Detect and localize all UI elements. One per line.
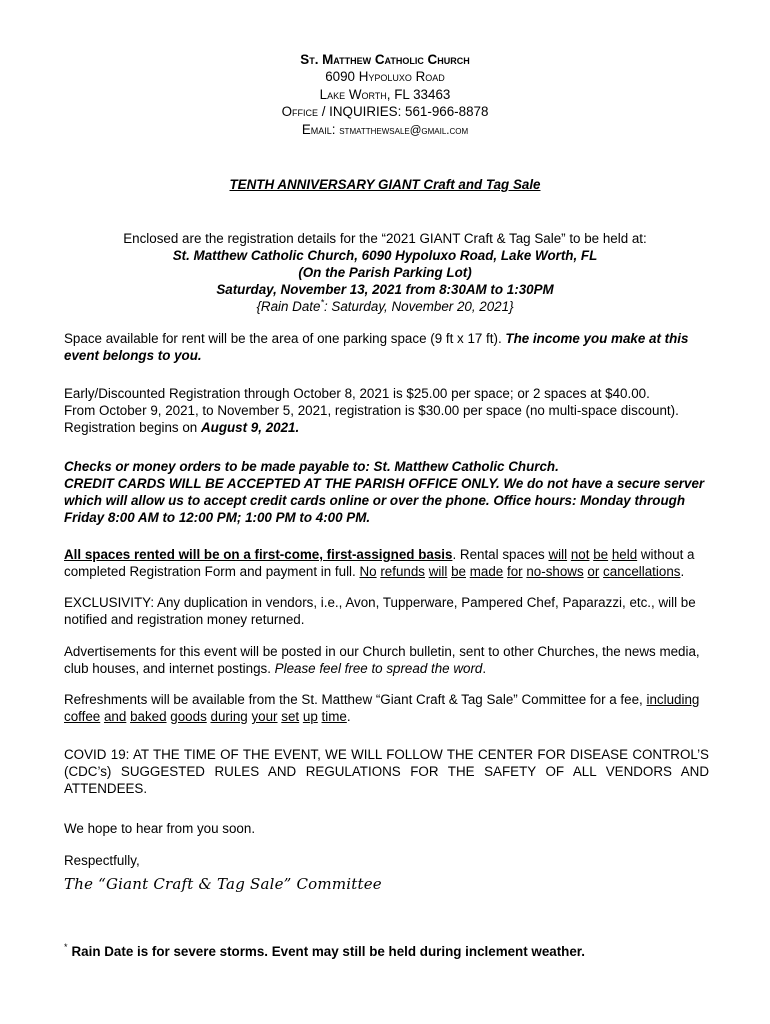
email-line — [0, 121, 770, 140]
ads-end: . — [482, 661, 487, 676]
first-come-word: or — [587, 564, 600, 579]
refreshments-word: baked — [130, 709, 167, 724]
first-come-word: be — [593, 547, 609, 562]
event-date: Saturday, November 13, 2021 from 8:30AM to 1:30PM — [216, 282, 554, 297]
event-location: St. Matthew Catholic Church, 6090 Hypoluxo Road, Lake Worth, FL — [172, 248, 598, 263]
pricing-line-2: From October 9, 2021, to November 5, 2021, registration is $30.00 per space (no multi-space discount). — [64, 403, 679, 418]
first-come-word: for — [506, 564, 523, 579]
first-come-word: No — [359, 564, 377, 579]
ads-text: Advertisements for this event will be posted in our Church bulletin, sent to other Churches, the news media, club houses, and internet postings. — [64, 644, 700, 676]
page-title: TENTH ANNIVERSARY GIANT Craft and Tag Sale — [229, 177, 541, 192]
first-come-end: . — [680, 564, 685, 579]
footnote — [64, 943, 585, 960]
first-come-word: will — [428, 564, 448, 579]
pricing-line-1: Early/Discounted Registration through October 8, 2021 is $25.00 per space; or 2 spaces at $40.00. — [64, 386, 650, 401]
registration-begins-date: August 9, 2021. — [200, 420, 300, 435]
first-come-word: no-shows — [526, 564, 584, 579]
exclusivity-paragraph: EXCLUSIVITY: Any duplication in vendors, i.e., Avon, Tupperware, Pampered Chef, Paparazzi, etc., will be notified and registration money returned. — [64, 595, 696, 627]
refreshments-word: time — [321, 709, 347, 724]
rain-date-value: : Saturday, November 20, 2021} — [323, 299, 514, 314]
first-come-word: made — [469, 564, 504, 579]
refreshments-word: your — [251, 709, 278, 724]
refreshments-word: goods — [170, 709, 207, 724]
event-details — [0, 230, 770, 315]
covid-paragraph: COVID 19: AT THE TIME OF THE EVENT, WE WILL FOLLOW THE CENTER FOR DISEASE CONTROL’S (CDC’s) SUGGESTED RULES AND REGULATIONS FOR THE SAFETY OF ALL VENDORS AND ATTENDEES. — [64, 747, 709, 796]
first-come-word: be — [451, 564, 466, 579]
first-come-word: not — [570, 547, 590, 562]
first-come-paragraph — [64, 546, 709, 580]
payment-credit-cards: CREDIT CARDS WILL BE ACCEPTED AT THE PARISH OFFICE ONLY. We do not have a secure server which will allow us to accept credit cards online or over the phone. Office hours: Monday through Friday 8:00 AM to 12:00 PM; 1:00 PM to 4:00 PM. — [64, 476, 705, 525]
refreshments-word: coffee — [64, 709, 101, 724]
ads-italic: Please feel free to spread the word — [274, 661, 483, 676]
refreshments-word: including — [646, 692, 700, 707]
first-come-word: cancellations — [603, 564, 681, 579]
closing-hope: We hope to hear from you soon. — [64, 821, 256, 836]
address-line-2: Lake Worth, FL 33463 — [319, 86, 451, 102]
footnote-text: Rain Date is for severe storms. Event may still be held during inclement weather. — [71, 944, 585, 959]
space-emphasis: The income you make at this event belongs to you. — [64, 331, 689, 363]
rain-date-footnote-mark: * — [320, 297, 324, 308]
registration-begins-label: Registration begins on — [64, 420, 201, 435]
letterhead — [0, 51, 770, 140]
refreshments-word: set — [281, 709, 300, 724]
email-address: stmatthewsale@gmail.com — [339, 124, 469, 137]
first-come-text-2: without a completed Registration Form and payment in full. — [64, 547, 695, 579]
email-label: Email: — [301, 121, 336, 137]
refreshments-paragraph — [64, 691, 709, 725]
footnote-mark: * — [64, 942, 68, 952]
first-come-text-1: . Rental spaces — [452, 547, 549, 562]
refreshments-text: Refreshments will be available from the St. Matthew “Giant Craft & Tag Sale” Committee for a fee, — [64, 692, 647, 707]
address-line-1: 6090 Hypoluxo Road — [325, 69, 445, 85]
closing-respectfully: Respectfully, — [64, 853, 140, 868]
first-come-heading: All spaces rented will be on a first-come, first-assigned basis — [64, 547, 453, 562]
office-phone: Office / INQUIRIES: 561-966-8878 — [281, 104, 489, 120]
payment-checks: Checks or money orders to be made payable to: St. Matthew Catholic Church. — [64, 459, 559, 474]
space-paragraph — [64, 330, 709, 364]
event-lot: (On the Parish Parking Lot) — [298, 265, 472, 280]
first-come-word: held — [611, 547, 638, 562]
rain-date — [0, 298, 770, 315]
first-come-word: refunds — [380, 564, 426, 579]
refreshments-word: and — [103, 709, 127, 724]
refreshments-word: during — [210, 709, 248, 724]
payment-paragraph — [64, 458, 709, 526]
first-come-word: will — [548, 547, 568, 562]
refreshments-word: up — [302, 709, 318, 724]
refreshments-end: . — [346, 709, 351, 724]
pricing-line-3 — [64, 419, 709, 436]
event-intro: Enclosed are the registration details for the “2021 GIANT Craft & Tag Sale” to be held at: — [123, 231, 647, 246]
rain-date-prefix: {Rain Date — [256, 299, 321, 314]
space-text: Space available for rent will be the area of one parking space (9 ft x 17 ft). — [64, 331, 506, 346]
pricing-paragraph — [64, 385, 709, 436]
church-name: St. Matthew Catholic Church — [300, 52, 470, 67]
committee-signature: The “Giant Craft & Tag Sale” Committee — [64, 875, 382, 893]
ads-paragraph — [64, 643, 709, 677]
